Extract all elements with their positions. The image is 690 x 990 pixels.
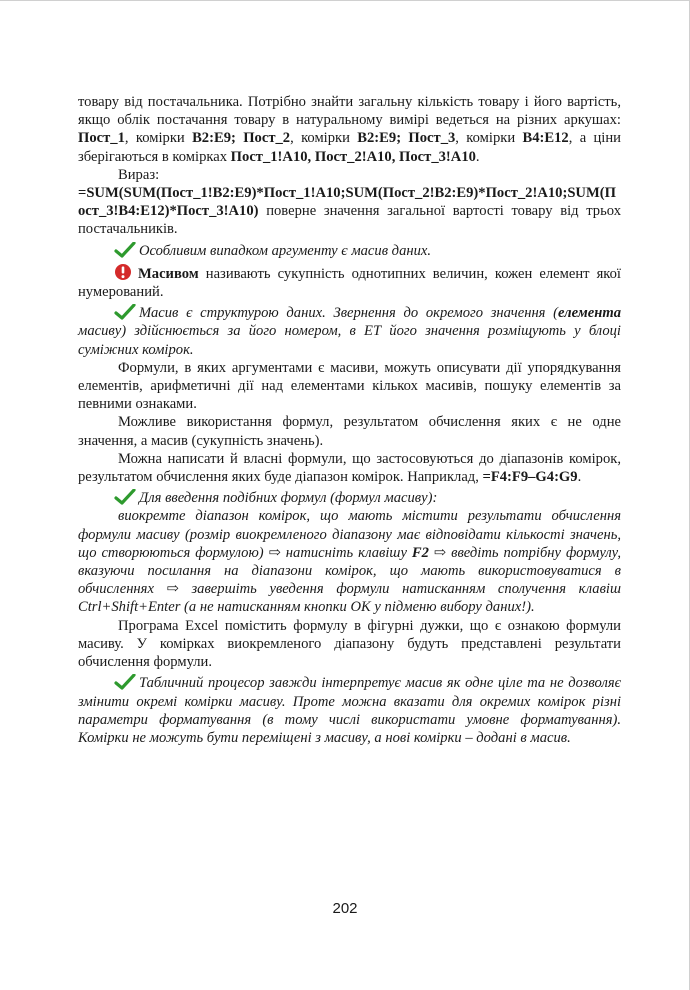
note-array-whole: Табличний процесор завжди інтерпретує масив як одне ціле та не дозволяє змінити окремі комірки масиву. Проте можна вказати для окремих комірок різні параметри форматування (в тому числі використати умовне форматування). Комірки не можуть бути переміщені з масиву, а нові комірки – додані в масив. bbox=[78, 675, 621, 746]
checkmark-icon bbox=[114, 489, 136, 505]
note-array-structure: Масив є структурою даних. Звернення до окремого значення (елемента масиву) здійснюється за його номером, в ЕТ його значення розміщують у блоці суміжних комірок. bbox=[78, 305, 621, 358]
paragraph-formula: =SUM(SUM(Пост_1!B2:E9)*Пост_1!A10;SUM(Пост_2!B2:E9)*Пост_2!A10;SUM(Пост_3!B4:E12)*Пост_3!A10) поверне значення загальної вартості товару від трьох постачальників. bbox=[78, 185, 621, 238]
paragraph-array-formulas: Формули, в яких аргументами є масиви, можуть описувати дії упорядкування елементів, арифметичні дії над елементами кількох масивів, пошуку елементів за певними ознаками. bbox=[78, 359, 621, 413]
paragraph-intro: товару від постачальника. Потрібно знайти загальну кількість товару і його вартість, якщо облік постачання товару в натуральному вимірі ведеться на різних аркушах: Пост_1, комірки B2:E9; Пост_2, комірки B2:E9; Пост_3, комірки B4:E12, а ціни зберігаються в комірках Пост_1!A10, Пост_2!A10, Пост_3!A10. bbox=[78, 94, 621, 165]
paragraph-custom-formulas: Можна написати й власні формули, що застосовуються до діапазонів комірок, результатом обчислення яких буде діапазон комірок. Наприклад, =F4:F9–G4:G9. bbox=[78, 450, 621, 486]
arrow-right-icon: ⇨ bbox=[268, 544, 281, 561]
paragraph-expression-label: Вираз: bbox=[118, 166, 160, 183]
formula-text: =SUM(SUM(Пост_1!B2:E9)*Пост_1!A10;SUM(Пост_2!B2:E9)*Пост_2!A10;SUM(Пост_3!B4:E12)*Пост_3!A10) bbox=[78, 185, 616, 220]
page-number: 202 bbox=[332, 900, 358, 917]
page-content bbox=[78, 93, 621, 747]
warning-icon bbox=[114, 263, 132, 281]
checkmark-icon bbox=[114, 674, 136, 690]
paragraph-array-result: Можливе використання формул, результатом обчислення яких є не одне значення, а масив (сукупність значень). bbox=[78, 414, 621, 449]
checkmark-icon bbox=[114, 304, 136, 320]
paragraph-excel-braces: Програма Excel помістить формулу в фігурні дужки, що є ознакою формули масиву. У комірках виокремленого діапазону будуть представлені результати обчислення формули. bbox=[78, 617, 621, 671]
arrow-right-icon: ⇨ bbox=[433, 544, 447, 561]
definition-array: Масивом називають сукупність однотипних величин, кожен елемент якої нумерований. bbox=[78, 263, 621, 301]
paragraph-steps: виокремте діапазон комірок, що мають містити результати обчислення формули масиву (розмір виокремленого діапазону має відповідати кількості значень, що створюються формулою) ⇨ натисніть клавішу F2 ⇨ введіть потрібну формулу, вказуючи посилання на діапазони комірок, що мають використовуватися в обчисленнях ⇨ завершіть уведення формули натисканням сполучення клавіш Ctrl+Shift+Enter (а не натисканням кнопки OK у підменю вибору даних!). bbox=[78, 508, 621, 616]
checkmark-icon bbox=[114, 242, 136, 258]
arrow-right-icon: ⇨ bbox=[166, 581, 179, 598]
page-border-top bbox=[0, 0, 690, 1]
note-array-argument: Особливим випадком аргументу є масив даних. bbox=[78, 242, 621, 260]
note-entering-formulas: Для введення подібних формул (формул масиву): bbox=[78, 489, 621, 507]
